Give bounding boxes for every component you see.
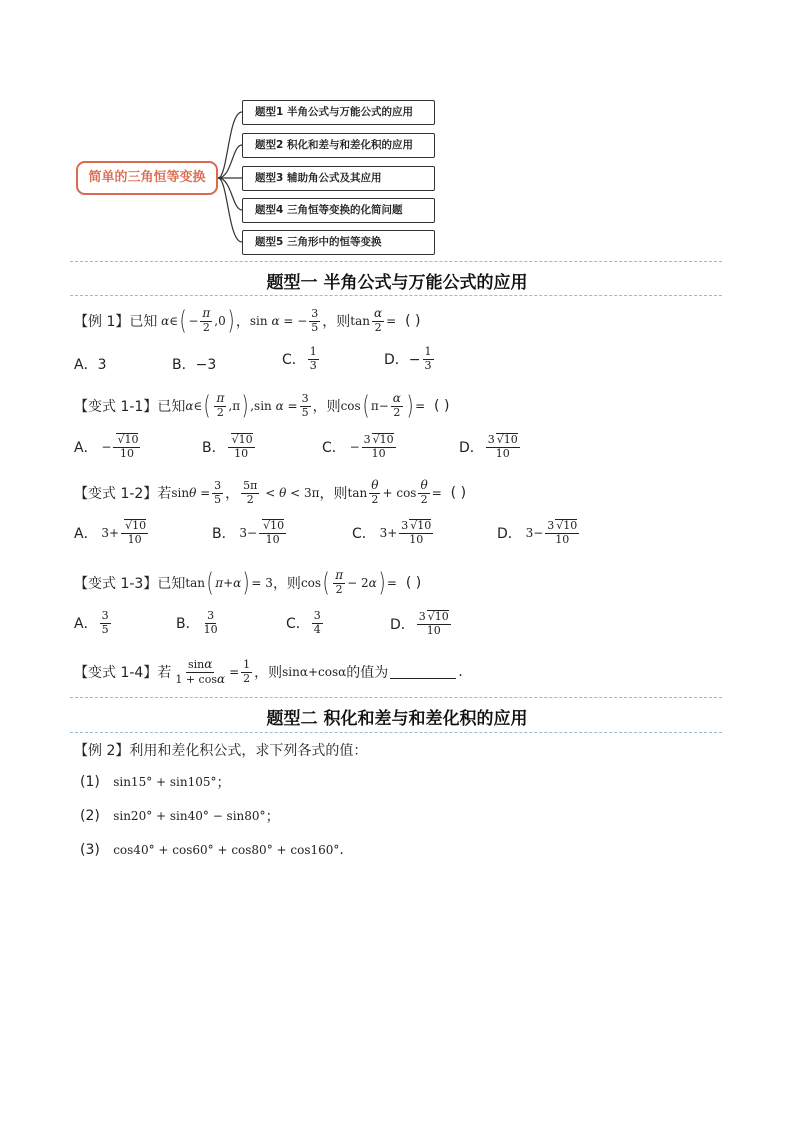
example-2-item-1: (1) sin15° + sin105° ； <box>80 774 231 791</box>
divider <box>70 295 722 296</box>
option-b[interactable]: B． $\frac{√10}{10}$ <box>202 433 253 460</box>
mindmap-branch-5: 题型5 三角形中的恒等变换 <box>242 230 435 255</box>
mindmap-branch-1: 题型1 半角公式与万能公式的应用 <box>242 100 435 125</box>
variant-1-1-question: 【变式 1-1】 已知 α ∈ ( $\frac{\pi}{2}$ ,π ) ,sin α = $\frac{3}{5}$ ，则 cos ( π− $\frac{\alpha}{2}$ ) = ( ) <box>74 391 450 421</box>
divider <box>70 261 722 262</box>
variant-1-3-question: 【变式 1-3】 已知 tan ( π + α ) = 3 ，则 cos ( $\frac{\pi}{2}$ − 2 α ) = ( ) <box>74 568 422 598</box>
option-a[interactable]: A． − $\frac{√10}{10}$ <box>74 433 139 460</box>
option-c[interactable]: C． $\frac{3}{4}$ <box>286 609 321 636</box>
mindmap-branch-4: 题型4 三角恒等变换的化简问题 <box>242 198 435 223</box>
option-d[interactable]: D． $\frac{3 √10}{10}$ <box>459 433 518 460</box>
section2-title: 题型二 积化和差与和差化积的应用 <box>266 709 528 729</box>
option-d[interactable]: D． 3− $\frac{3 √10}{10}$ <box>497 519 578 546</box>
section1-title: 题型一 半角公式与万能公式的应用 <box>266 273 528 293</box>
mindmap-branch-3: 题型3 辅助角公式及其应用 <box>242 166 435 191</box>
option-c[interactable]: C． 3+ $\frac{3 √10}{10}$ <box>352 519 432 546</box>
example-2-question: 【例 2】 利用和差化积公式，求下列各式的值： <box>74 743 368 759</box>
option-c[interactable]: C． $\frac{1}{3}$ <box>282 345 317 372</box>
option-c[interactable]: C． − $\frac{3 √10}{10}$ <box>322 433 394 460</box>
divider <box>70 697 722 698</box>
divider <box>70 732 722 733</box>
option-b[interactable]: B．−3 <box>172 357 217 373</box>
option-b[interactable]: B． $\frac{3}{10}$ <box>176 609 218 636</box>
option-a[interactable]: A．3 <box>74 357 107 373</box>
example-2-item-2: (2) sin20° + sin40° − sin80° ； <box>80 808 280 825</box>
option-b[interactable]: B． 3− $\frac{√10}{10}$ <box>212 519 285 546</box>
example-1-question: 【例 1】 已知 α ∈ ( − $\frac{\pi}{2}$ ,0 ) ， sin α = − $\frac{3}{5}$ ，则 tan $\frac{\alpha}{2}$ = ( ) <box>74 306 421 336</box>
variant-1-2-question: 【变式 1-2】 若 sin θ = $\frac{3}{5}$ ， $\frac{5\pi}{2}$ < θ < 3π ，则 tan $\frac{\theta}{2}$ + cos $\frac{\theta}{2}$ = ( ) <box>74 478 467 507</box>
option-d[interactable]: D． $\frac{3 √10}{10}$ <box>390 610 449 637</box>
option-d[interactable]: D．− $\frac{1}{3}$ <box>384 345 432 372</box>
mindmap-branch-2: 题型2 积化和差与和差化积的应用 <box>242 133 435 158</box>
mindmap-root: 简单的三角恒等变换 <box>76 161 218 195</box>
answer-blank[interactable] <box>390 665 456 679</box>
option-a[interactable]: A． 3+ $\frac{√10}{10}$ <box>74 519 147 546</box>
variant-1-4-question: 【变式 1-4】 若 $\frac{\sin\alpha}{1 + \cos\alpha}$ = $\frac{1}{2}$ ，则 sinα+cosα 的值为 . <box>74 656 463 686</box>
example-2-item-3: (3) cos40° + cos60° + cos80° + cos160° . <box>80 842 344 858</box>
option-a[interactable]: A． $\frac{3}{5}$ <box>74 609 109 636</box>
